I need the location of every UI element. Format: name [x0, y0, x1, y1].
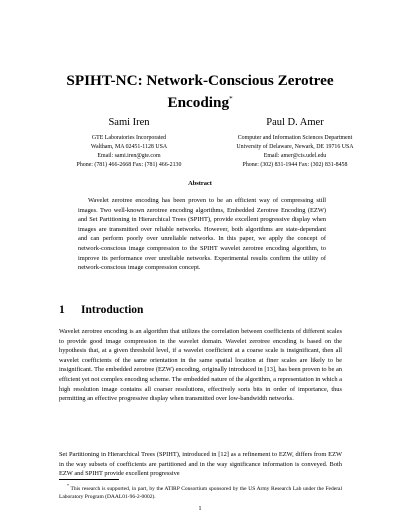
author-name: Paul D. Amer — [266, 117, 324, 128]
author-block-iren — [39, 116, 219, 170]
footnote — [59, 482, 342, 501]
body-paragraph-2: Set Partitioning in Hierarchical Trees (SPIHT), introduced in [12] as a refinement to EZW, differs from EZW in the way subsets of coefficients are partitioned and in the way significance information is conveyed. Both EZW and SPIHT provide excellent progressive — [59, 451, 342, 478]
body-paragraph-1: Wavelet zerotree encoding is an algorithm that utilizes the correlation between coefficients of different scales to provide good image compression in the wavelet domain. Wavelet zerotree encoding is based on the hypothesis that, at a given threshold level, if a wavelet coefficient at a coarse scale is insignificant, then all wavelet coefficients of the same orientation in the same spatial location at finer scales are likely to be insignificant. The embedded zerotree (EZW) encoding, originally introduced in [13], has been proven to be an efficient yet not complex encoding scheme. The embedded nature of the algorithm, a representation in which a high resolution image contains all coarser resolutions, effectively sorts bits in order of importance, thus permitting an effective progressive display when transmitted over low-bandwidth networks. — [59, 328, 342, 403]
footnote-mark: * — [67, 483, 69, 488]
footnote-divider — [59, 479, 119, 480]
paper-title — [0, 71, 400, 112]
author-phone-fax: Phone: (781) 466-2668 Fax: (781) 466-2130 — [76, 162, 182, 168]
author-phone-fax: Phone: (302) 831-1944 Fax: (302) 831-8458 — [242, 162, 348, 168]
section-number: 1 — [59, 304, 65, 316]
footnote-text: This research is supported, in part, by the ATIRP Consortium sponsored by the US Army Research Lab under the Federal Laboratory Program (DAAL01-96-2-0002). — [59, 485, 342, 500]
section-heading — [59, 304, 143, 316]
author-email: Email: sami.iren@gte.com — [97, 153, 161, 159]
author-email: Email: amer@cis.udel.edu — [263, 153, 327, 159]
title-line-1: SPIHT-NC: Network-Conscious Zerotree — [66, 72, 334, 89]
author-affiliation: Computer and Information Sciences Department — [237, 135, 353, 141]
author-affiliation: GTE Laboratories Incorporated — [91, 135, 167, 141]
abstract-text: Wavelet zerotree encoding has been proven to be an efficient way of compressing still images. Two well-known zerotree encoding algorithms, Embedded Zerotree Encoding (EZW) and Set Partitioning in Hierarchical Trees (SPIHT), provide excellent progressive display when images are transmitted over reliable networks. However, both algorithms are state-dependant and can perform poorly over unreliable networks. In this paper, we apply the concept of network-conscious image compression to the SPIHT wavelet zerotree encoding algorithm, to improve its performance over unreliable networks. Experimental results confirm the utility of network-conscious image compression concept. — [78, 197, 326, 272]
author-address: Waltham, MA 02451-1128 USA — [90, 144, 168, 150]
author-block-amer — [205, 116, 385, 170]
page-number: 1 — [198, 505, 202, 512]
abstract-heading: Abstract — [188, 180, 212, 187]
title-line-2: Encoding — [167, 94, 230, 112]
author-name: Sami Iren — [108, 117, 150, 128]
section-title: Introduction — [81, 304, 144, 316]
title-footnote-mark: * — [229, 95, 233, 103]
author-address: University of Delaware, Newark, DE 19716 USA — [236, 144, 354, 150]
